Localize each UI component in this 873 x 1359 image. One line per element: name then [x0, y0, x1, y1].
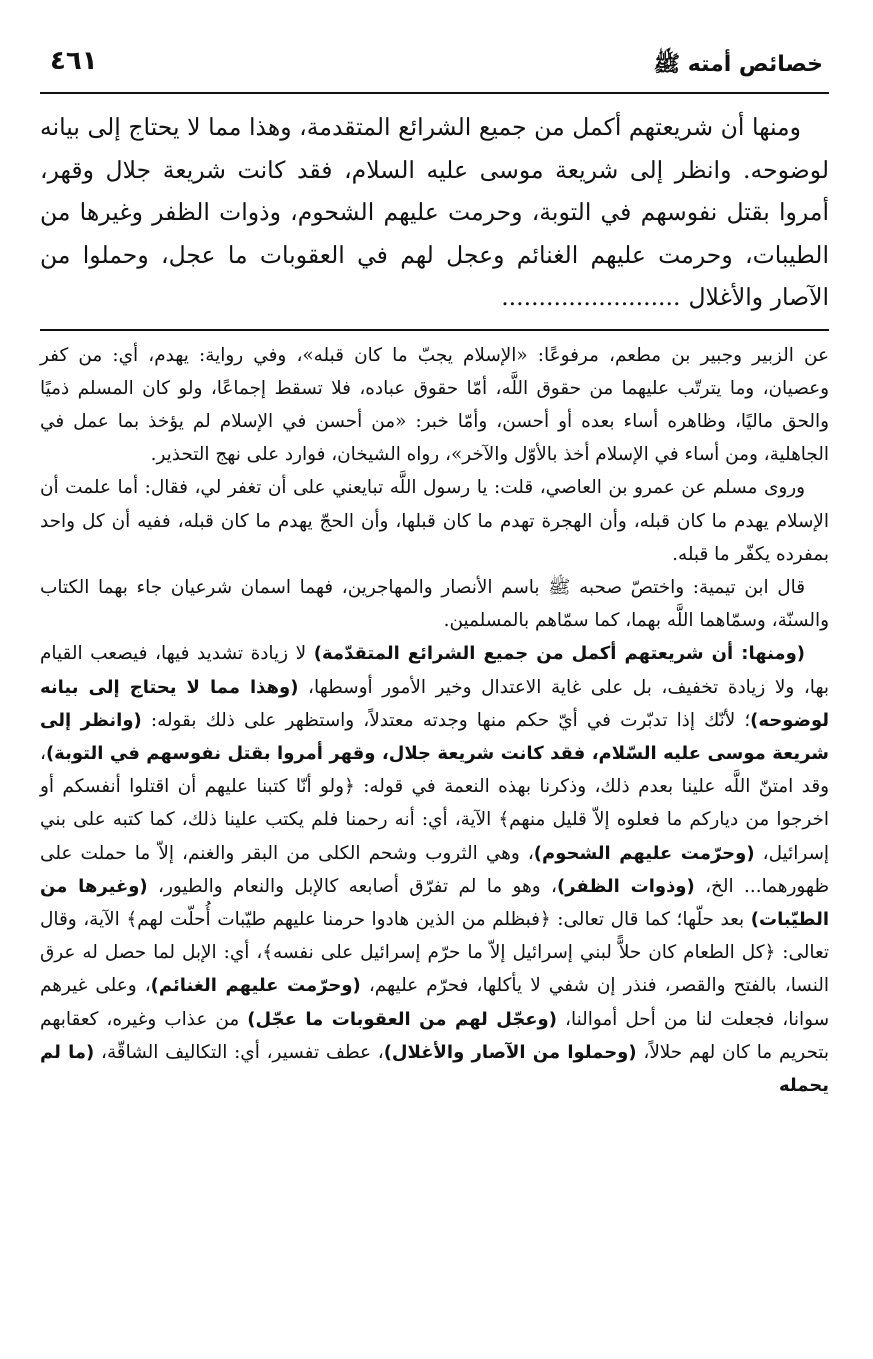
- main-text-body: ومنها أن شريعتهم أكمل من جميع الشرائع المتقدمة، وهذا مما لا يحتاج إلى بيانه لوضوحه. وانظر إلى شريعة موسى عليه السلام، فقد كانت شريعة جلال وقهر، أمروا بقتل نفوسهم في التوبة، وحرمت عليهم الشحوم، وذوات الظفر وغيرها من الطيبات، وحرمت عليهم الغنائم وعجل لهم في العقوبات ما عجل، وحملوا من الآصار والأغلال: [40, 113, 829, 311]
- quoted-matn: (ما لم يحمله: [40, 1041, 829, 1096]
- page-number: ٤٦١: [50, 46, 98, 76]
- commentary-paragraph-1: عن الزبير وجبير بن مطعم، مرفوعًا: «الإسلام يجبّ ما كان قبله»، وفي رواية: يهدم، أي: من كفر وعصيان، وما يترتّب عليهما من حقوق اللَّه، أمّا حقوق عباده، فلا تسقط إجماعًا، ولو كان المسلم ذميًا والحق ماليًا، وظاهره أساء بعده أو أحسن، وأمّا خبر: «من أحسن في الإسلام لم يؤخذ بما عمل في الجاهلية، ومن أساء في الإسلام أخذ بالأوّل والآخر»، رواه الشيخان، فوارد على نهج التحذير.: [40, 344, 829, 466]
- main-text: [40, 106, 829, 319]
- running-title: خصائص أمته ﷺ: [653, 52, 823, 77]
- continuation-dots: ........................: [501, 283, 681, 311]
- commentary-text: ، وهي الثروب وشحم الكلى من البقر والغنم، إلاّ ما حملت على ظهورهما... الخ،: [40, 842, 830, 897]
- commentary-text: بعد حلّها؛ كما قال تعالى: ﴿فبظلم من الذين هادوا حرمنا عليهم طيّبات أُحلّت لهم﴾ الآية، وقال تعالى: ﴿كل الطعام كان حلاًّ لبني إسرائيل إلاّ ما حرّم إسرائيل على نفسه﴾، أي: الإبل لما حصل له عرق النسا، بالفتح والقصر، فنذر إن شفي لا يأكلها، فحرّم عليهم،: [40, 908, 829, 997]
- quoted-matn: (وذوات الظفر): [556, 875, 695, 897]
- quoted-matn: (ومنها: أن شريعتهم أكمل من جميع الشرائع المتقدّمة): [313, 643, 805, 665]
- commentary-paragraph-2: وروى مسلم عن عمرو بن العاصي، قلت: يا رسول اللَّه تبايعني على أن تغفر لي، فقال: أما علمت أن الإسلام يهدم ما كان قبله، وأن الهجرة تهدم ما كان قبلها، وأن الحجّ يهدم ما كان قبله، ففيه أن كل واحد بمفرده يكفّر ما قبله.: [40, 477, 829, 565]
- header-rule: [40, 92, 829, 94]
- page-header: [40, 40, 829, 96]
- quoted-matn: (وعجّل لهم من العقوبات ما عجّل): [247, 1008, 557, 1030]
- commentary-text: ، وعلى غيرهم سوانا، فجعلت لنا من أحل أموالنا،: [40, 975, 829, 1030]
- commentary-text: لا زيادة تشديد فيها، فيصعب القيام بها، ولا زيادة تخفيف، بل على غاية الاعتدال وخير الأمور أوسطها،: [40, 643, 829, 698]
- quoted-matn: (وحرّمت عليهم الشحوم): [533, 842, 755, 864]
- commentary-text: ، وهو ما لم تفرّق أصابعه كالإبل والنعام والطيور،: [147, 875, 557, 897]
- commentary: [40, 339, 829, 1103]
- commentary-text: ، عطف تفسير، أي: التكاليف الشاقّة،: [94, 1041, 384, 1063]
- commentary-text: ؛ لأنّك إذا تدبّرت في أيّ حكم منها وجدته معتدلاً، واستظهر على ذلك بقوله:: [141, 709, 751, 731]
- quoted-matn: (وهذا مما لا يحتاج إلى بيانه لوضوحه): [40, 676, 830, 731]
- quoted-matn: (وحملوا من الآصار والأغلال): [383, 1041, 637, 1063]
- main-text-paragraph: [40, 106, 829, 319]
- quoted-matn: (وغيرها من الطيّبات): [40, 875, 829, 930]
- commentary-paragraph-4: [40, 637, 829, 1102]
- commentary-text: ، وقد امتنّ اللَّه علينا بعدم ذلك، وذكرنا بهذه النعمة في قوله: ﴿ولو أنّا كتبنا عليهم أن اقتلوا أنفسكم أو اخرجوا من دياركم ما فعلوه إلاّ قليل منهم﴾ الآية، أي: أنه رحمنا فلم يكتب علينا ذلك، كما كتبه على بني إسرائيل،: [40, 742, 829, 864]
- commentary-separator-rule: [40, 329, 829, 331]
- quoted-matn: (وانظر إلى شريعة موسى عليه السّلام، فقد كانت شريعة جلال، وقهر أمروا بقتل نفوسهم في التوبة): [40, 709, 829, 764]
- commentary-text: من عذاب وغيره، كعقابهم بتحريم ما كان لهم حلالاً،: [40, 1008, 829, 1063]
- commentary-paragraph-3: قال ابن تيمية: واختصّ صحبه ﷺ باسم الأنصار والمهاجرين، فهما اسمان شرعيان جاء بهما الكتاب والسنّة، وسمّاهما اللَّه بهما، كما سمّاهم بالمسلمين.: [40, 576, 829, 632]
- quoted-matn: (وحرّمت عليهم الغنائم): [150, 975, 361, 997]
